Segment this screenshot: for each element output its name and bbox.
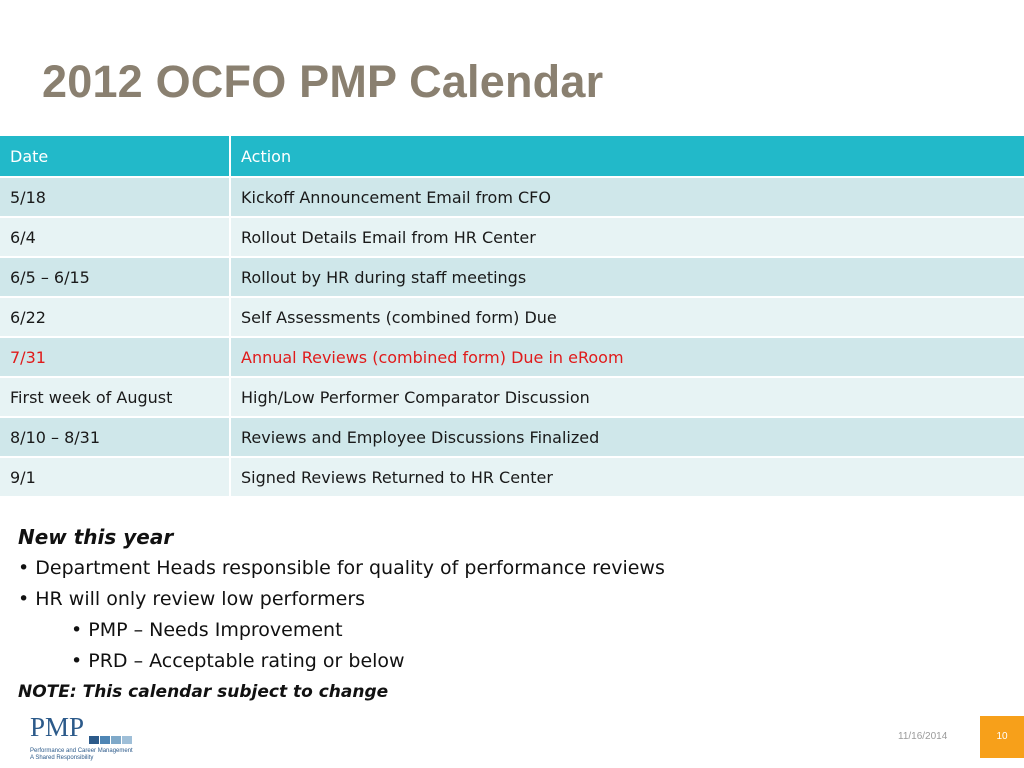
- date-cell: 7/31: [0, 337, 230, 377]
- sub-bullet-item: • PRD – Acceptable rating or below: [71, 650, 405, 672]
- table-row: [0, 377, 1024, 417]
- action-cell: High/Low Performer Comparator Discussion: [230, 377, 1024, 417]
- table-row: [0, 417, 1024, 457]
- action-cell: Rollout by HR during staff meetings: [230, 257, 1024, 297]
- table-row: [0, 177, 1024, 217]
- logo-tagline-2: A Shared Responsibility: [30, 755, 94, 761]
- table-row: [0, 457, 1024, 497]
- sub-bullet-item: • PMP – Needs Improvement: [71, 619, 343, 641]
- pmp-logo: [30, 714, 140, 760]
- action-cell: Kickoff Announcement Email from CFO: [230, 177, 1024, 217]
- notes-heading: New this year: [18, 525, 174, 549]
- calendar-table: [0, 136, 1024, 498]
- column-header-action: Action: [230, 136, 1024, 177]
- date-cell: First week of August: [0, 377, 230, 417]
- page-number: 10: [980, 716, 1024, 758]
- action-cell: Signed Reviews Returned to HR Center: [230, 457, 1024, 497]
- date-cell: 8/10 – 8/31: [0, 417, 230, 457]
- table-row-highlighted: [0, 337, 1024, 377]
- logo-bars-icon: [89, 729, 133, 748]
- column-header-date: Date: [0, 136, 230, 177]
- notes-section: [18, 522, 665, 708]
- slide-title: 2012 OCFO PMP Calendar: [42, 56, 604, 107]
- date-cell: 6/4: [0, 217, 230, 257]
- footer-date: 11/16/2014: [898, 731, 948, 742]
- action-cell: Annual Reviews (combined form) Due in eRoom: [230, 337, 1024, 377]
- table-row: [0, 217, 1024, 257]
- date-cell: 6/22: [0, 297, 230, 337]
- action-cell: Reviews and Employee Discussions Finalized: [230, 417, 1024, 457]
- logo-word: PMP: [30, 712, 85, 742]
- action-cell: Self Assessments (combined form) Due: [230, 297, 1024, 337]
- table-header-row: [0, 136, 1024, 177]
- action-cell: Rollout Details Email from HR Center: [230, 217, 1024, 257]
- bullet-item: • Department Heads responsible for quality of performance reviews: [18, 557, 665, 579]
- table-row: [0, 257, 1024, 297]
- table-row: [0, 297, 1024, 337]
- date-cell: 5/18: [0, 177, 230, 217]
- logo-tagline-1: Performance and Career Management: [30, 748, 133, 754]
- bullet-item: • HR will only review low performers: [18, 588, 366, 610]
- change-note: NOTE: This calendar subject to change: [18, 682, 389, 702]
- date-cell: 6/5 – 6/15: [0, 257, 230, 297]
- date-cell: 9/1: [0, 457, 230, 497]
